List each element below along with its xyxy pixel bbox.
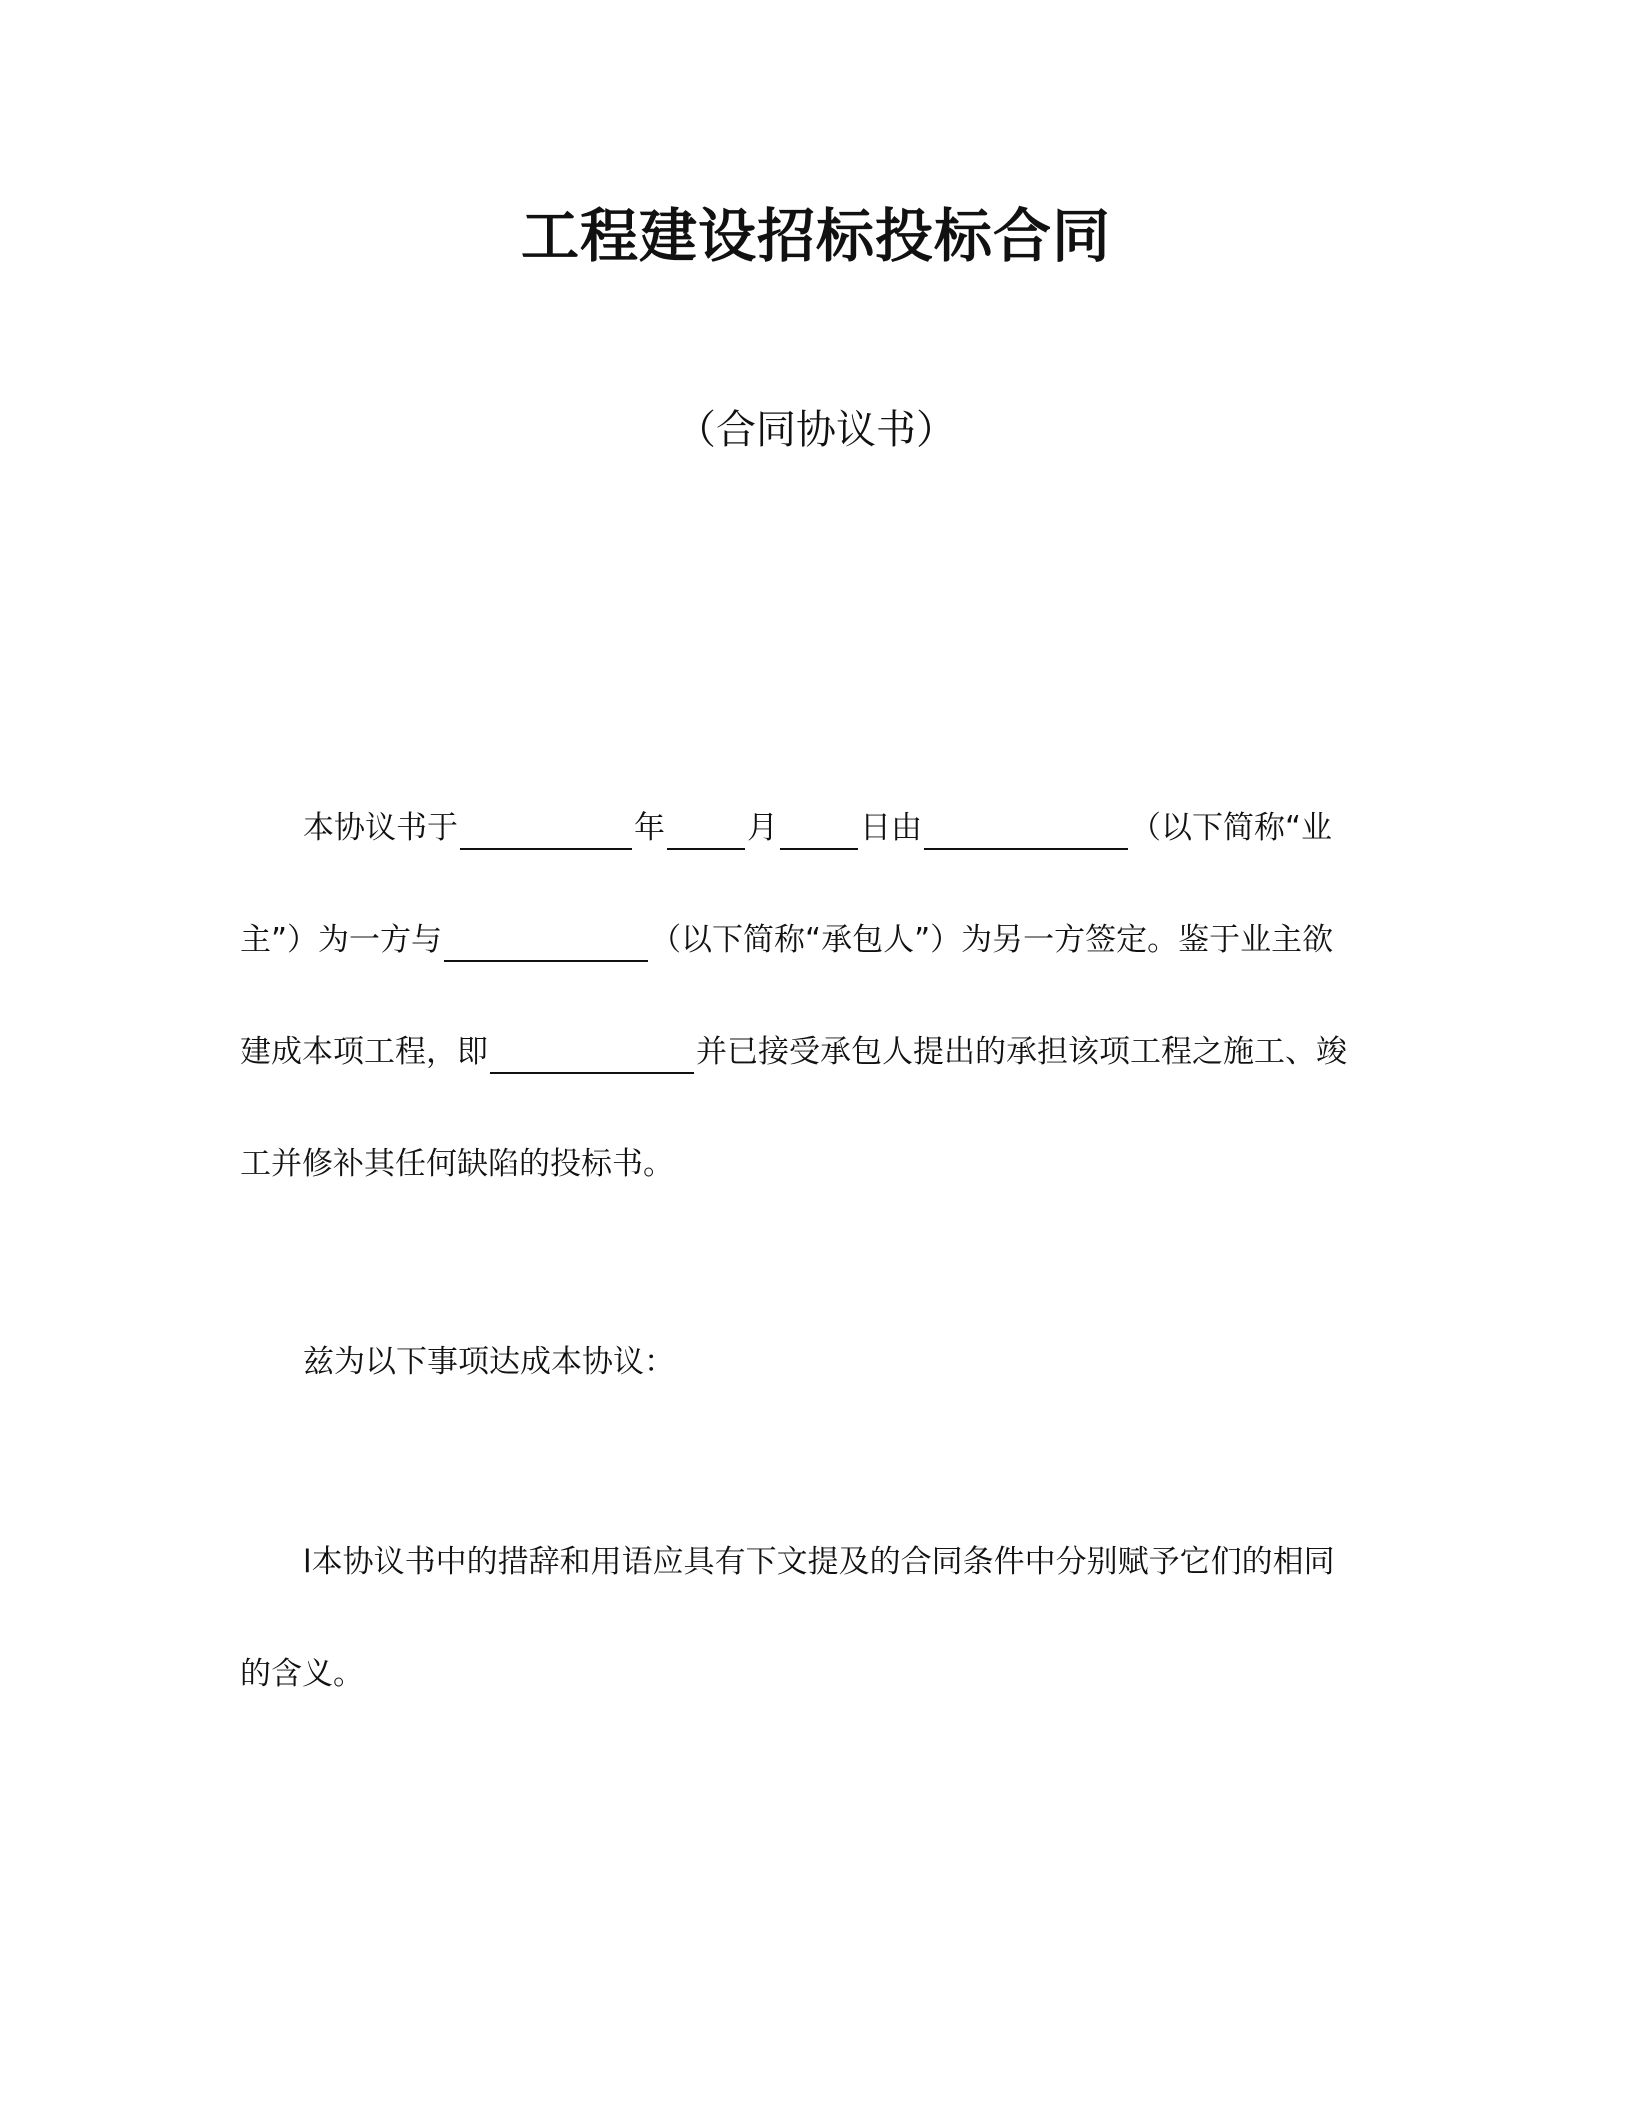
- month-blank[interactable]: [667, 808, 745, 850]
- para3-line1: [303, 1540, 1335, 1584]
- para1-text-owner-abbrev: （以下简称“业: [1130, 810, 1333, 846]
- para1-text-party-with: 主”）为一方与: [240, 922, 443, 958]
- para1-line4: [240, 1142, 674, 1186]
- para3-text-line1: l本协议书中的措辞和用语应具有下文提及的合同条件中分别赋予它们的相同: [303, 1544, 1335, 1580]
- document-subtitle: （合同协议书）: [676, 407, 956, 453]
- para1-text-bid-end: 工并修补其任何缺陷的投标书。: [240, 1146, 674, 1182]
- para1-text-accepted-bid: 并已接受承包人提出的承担该项工程之施工、竣: [696, 1034, 1347, 1070]
- year-blank[interactable]: [460, 808, 632, 850]
- para1-text-month: 月: [747, 810, 778, 846]
- document-title: 工程建设招标投标合同: [520, 202, 1111, 270]
- para1-line3: [240, 1030, 1347, 1074]
- para1-text-agreement-on: 本协议书于: [303, 810, 458, 846]
- contractor-name-blank[interactable]: [444, 920, 648, 962]
- para1-text-year: 年: [634, 810, 665, 846]
- owner-name-blank[interactable]: [924, 808, 1128, 850]
- para1-line2: [240, 918, 1333, 962]
- para3-text-line2: 的含义。: [240, 1656, 364, 1692]
- project-name-blank[interactable]: [490, 1032, 694, 1074]
- para2-text: 兹为以下事项达成本协议：: [303, 1344, 675, 1380]
- para1-text-project-intro: 建成本项工程，即: [240, 1034, 488, 1070]
- para1-line1: [303, 806, 1332, 850]
- day-blank[interactable]: [780, 808, 858, 850]
- para1-text-contractor-abbrev: （以下简称“承包人”）为另一方签定。鉴于业主欲: [650, 922, 1334, 958]
- para2: [303, 1340, 675, 1384]
- para3-line2: [240, 1652, 364, 1696]
- para1-text-day-by: 日由: [860, 810, 922, 846]
